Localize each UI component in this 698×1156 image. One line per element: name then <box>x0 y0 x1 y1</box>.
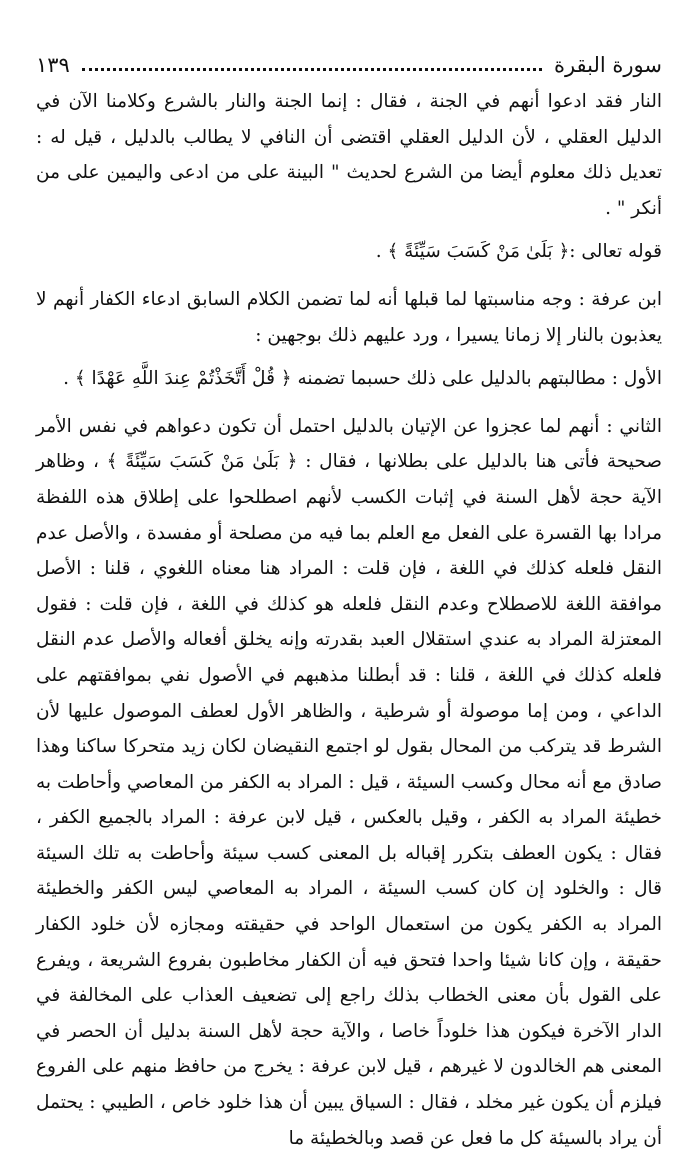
running-header <box>36 44 662 78</box>
page-number: ١٣٩ <box>36 53 70 77</box>
sura-title: سورة البقرة <box>553 53 662 77</box>
paragraph-1: النار فقد ادعوا أنهم في الجنة ، فقال : إنما الجنة والنار بالشرع وكلامنا الآن في الدليل العقلي ، لأن الدليل العقلي اقتضى أن النافي لا يطالب بالدليل ، قيل له : تعديل ذلك معلوم أيضا من الشرع لحديث " البينة على من ادعى واليمين على من أنكر " . <box>36 91 662 219</box>
verse-heading: قوله تعالى :﴿ بَلَىٰ مَنْ كَسَبَ سَيِّئَةً ﴾ . <box>375 241 662 263</box>
paragraph-ibn-arafa: ابن عرفة : وجه مناسبتها لما قبلها أنه لما تضمن الكلام السابق ادعاء الكفار أنهم لا يعذبون بالنار إلا زمانا يسيرا ، ورد عليهم ذلك بوجهين : <box>36 288 662 346</box>
book-page <box>36 44 662 1149</box>
page-body <box>36 84 662 1156</box>
paragraph-second-reason: الثاني : أنهم لما عجزوا عن الإتيان بالدليل احتمل أن تكون دعواهم في نفس الأمر صحيحة فأتى هنا بالدليل على بطلانها ، فقال : ﴿ بَلَىٰ مَنْ كَسَبَ سَيِّئَةً ﴾ ، وظاهر الآية حجة لأهل السنة في إثبات الكسب لأنهم اصطلحوا على إطلاق هذه اللفظة مرادا بها القسرة على الفعل مع العلم بما فيه من مصلحة أو مفسدة ، والأصل عدم النقل فلعله كذلك في اللغة ، فإن قلت : المراد هنا معناه اللغوي ، قلنا : الأصل موافقة اللغة للاصطلاح وعدم النقل فلعله هو كذلك في اللغة ، فإن قلت : فقول المعتزلة المراد به عندي استقلال العبد بقدرته وإنه يخلق أفعاله والأصل عدم النقل فلعله كذلك في اللغة ، قلنا : قد أبطلنا مذهبهم في الأصول نفي بموافقتهم على الداعي ، ومن إما موصولة أو شرطية ، والظاهر الأول لعطف الموصول عليها لأن الشرط قد يتركب من المحال بقول لو اجتمع النقيضان لكان زيد متحركا ساكنا وهذا صادق مع أنه محال وكسب السيئة ، قيل : المراد به الكفر من المعاصي وأحاطت به خطيئة المراد به الكفر ، وقيل بالعكس ، قيل لابن عرفة : المراد بالجميع الكفر ، فقال : يكون العطف بتكرر إقباله بل المعنى كسب سيئة وأحاطت به تلك السيئة قال : والخلود إن كان كسب السيئة ، المراد به المعاصي ليس الكفر والخطيئة المراد به الكفر يكون من استعمال الواحد في حقيقته ومجازه لأن خلود الكفار حقيقة ، وإن كانا شيئا واحدا فتحق فيه أن الكفار مخاطبون بفروع الشريعة ، ويفرع على القول بأن معنى الخطاب بذلك راجع إلى تضعيف العذاب على المخالفة في الدار الآخرة فيكون هذا خلوداً خاصا ، والآية حجة لأهل السنة بدليل أن الحصر في المعنى هم الخالدون لا غيرهم ، قيل لابن عرفة : يخرج من حافظ منهم على الفروع فيلزم أن يكون غير مخلد ، فقال : السياق يبين أن هذا خلود خاص ، الطيبي : يحتمل أن يراد بالسيئة كل ما فعل عن قصد وبالخطيئة ما <box>36 415 662 1149</box>
paragraph-first-reason: الأول : مطالبتهم بالدليل على ذلك حسبما تضمنه ﴿ قُلْ أَتَّخَذْتُمْ عِندَ اللَّهِ عَهْدًا ﴾ . <box>63 368 662 390</box>
dotted-leader <box>82 68 542 71</box>
